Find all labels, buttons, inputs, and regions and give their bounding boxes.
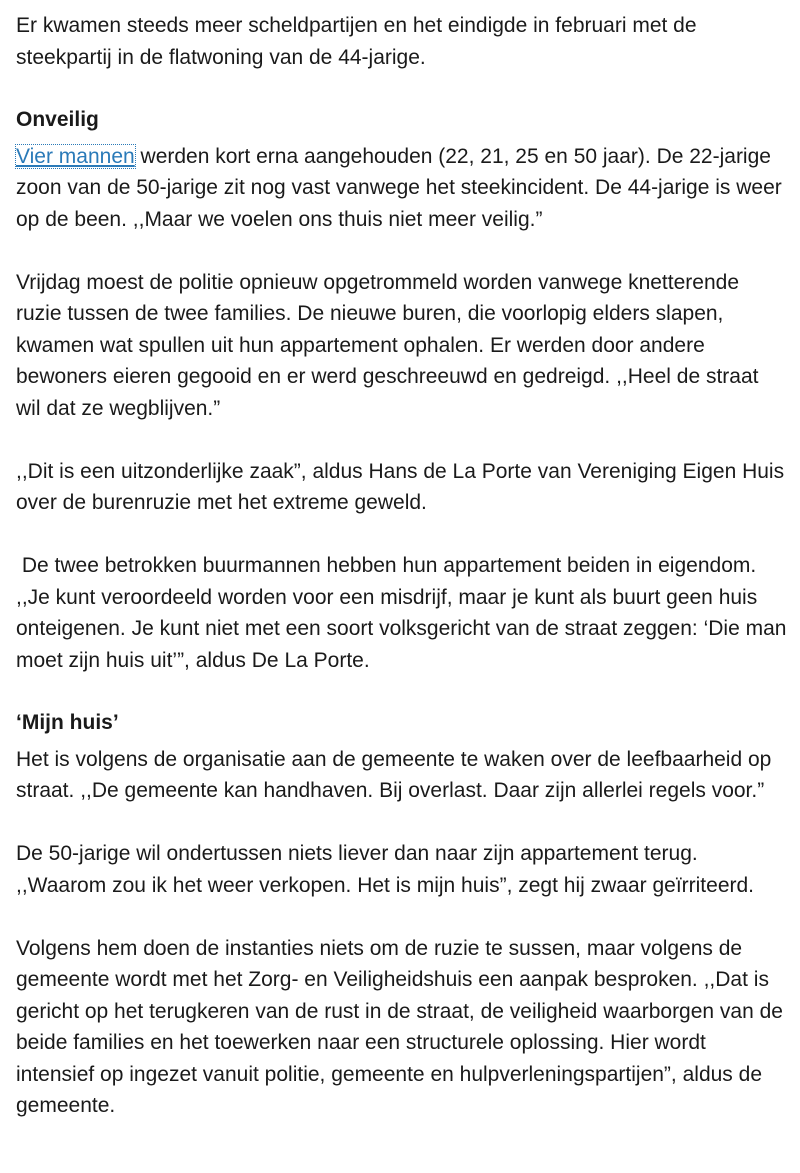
paragraph-2-text: werden kort erna aangehouden (22, 21, 25 en 50 jaar). De 22-jarige zoon van de 50-jarige zit nog vast vanwege het steekincident. De 44-jarige is weer op de been. ,,Maar we voelen ons thuis niet meer veilig.” [16,144,782,231]
paragraph-6: Het is volgens de organisatie aan de gemeente te waken over de leefbaarheid op straat. ,,De gemeente kan handhaven. Bij overlast. Daar zijn allerlei regels voor.” [16,747,772,802]
paragraph-2 [16,141,788,236]
paragraph-8: Volgens hem doen de instanties niets om de ruzie te sussen, maar volgens de gemeente wordt met het Zorg- en Veiligheidshuis een aanpak besproken. ,,Dat is gericht op het terugkeren van de rust in de straat, de veiligheid waarborgen van de beide families en het toewerken naar een structurele oplossing. Hier wordt intensief op ingezet vanuit politie, gemeente en hulpverleningspartijen”, aldus de gemeente. [16,936,783,1117]
paragraph-3: Vrijdag moest de politie opnieuw opgetrommeld worden vanwege knetterende ruzie tussen de twee families. De nieuwe buren, die voorlopig elders slapen, kwamen wat spullen uit hun appartement ophalen. Er werden door andere bewoners eieren gegooid en er werd geschreeuwd en gedreigd. ,,Heel de straat wil dat ze wegblijven.” [16,270,759,420]
paragraph-4: ,,Dit is een uitzonderlijke zaak”, aldus Hans de La Porte van Vereniging Eigen Huis over de burenruzie met het extreme geweld. [16,459,785,514]
subheading-onveilig: Onveilig [16,107,99,131]
subheading-mijn-huis: ‘Mijn huis’ [16,710,119,734]
vier-mannen-link[interactable]: Vier mannen [16,144,135,168]
paragraph-1: Er kwamen steeds meer scheldpartijen en het eindigde in februari met de steekpartij in de flatwoning van de 44-jarige. [16,14,697,69]
paragraph-7: De 50-jarige wil ondertussen niets liever dan naar zijn appartement terug. ,,Waarom zou ik het weer verkopen. Het is mijn huis”, zegt hij zwaar geïrriteerd. [16,842,755,897]
paragraph-5: De twee betrokken buurmannen hebben hun appartement beiden in eigendom. ,,Je kunt veroordeeld worden voor een misdrijf, maar je kunt als buurt geen huis onteigenen. Je kunt niet met een soort volksgericht van de straat zeggen: ‘Die man moet zijn huis uit’”, aldus De La Porte. [16,554,793,672]
